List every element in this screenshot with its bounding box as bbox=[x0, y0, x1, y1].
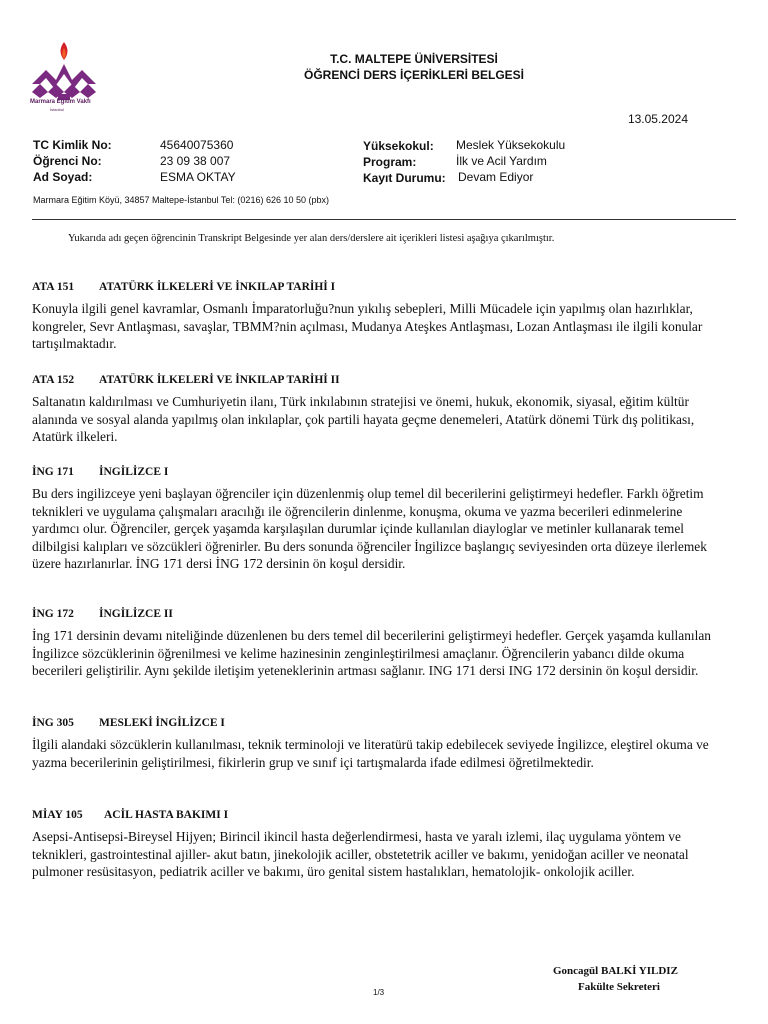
course-heading bbox=[32, 808, 732, 822]
course-heading bbox=[32, 280, 732, 294]
logo-subtitle: İstanbul bbox=[50, 107, 65, 112]
student-values bbox=[160, 137, 340, 185]
signatory-role: Fakülte Sekreteri bbox=[578, 981, 660, 993]
signatory-first-name: Goncagül bbox=[553, 965, 599, 977]
course-block bbox=[32, 808, 732, 881]
course-code: İNG 171 bbox=[32, 466, 74, 478]
course-title: İNGİLİZCE II bbox=[99, 608, 173, 620]
course-block bbox=[32, 280, 732, 353]
tc-value: 45640075360 bbox=[160, 138, 234, 152]
school-value: Meslek Yüksekokulu bbox=[456, 138, 566, 152]
course-content: Saltanatın kaldırılması ve Cumhuriyetin ilanı, Türk inkılabının stratejisi ve önemi, hukuk, ekonomik, siyasal, eğitim kültür alanında ve sosyal alanda yapılmış olan inkılaplar, çok partili hayata geçme denemeleri, Atatürk dönemi Türk dış politikası, Atatürk ilkeleri. bbox=[32, 394, 695, 444]
school-label: Yüksekokul: bbox=[363, 139, 434, 153]
intro-text: Yukarıda adı geçen öğrencinin Transkript Belgesinde yer alan ders/derslere ait içerikleri listesi aşağıya çıkarılmıştır. bbox=[68, 233, 555, 244]
document-date: 13.05.2024 bbox=[627, 112, 688, 126]
course-title: ACİL HASTA BAKIMI I bbox=[104, 809, 229, 821]
course-block bbox=[32, 465, 732, 573]
page-number: 1/3 bbox=[373, 988, 385, 997]
course-code: MİAY 105 bbox=[32, 809, 83, 821]
course-content: İlgili alandaki sözcüklerin kullanılması, teknik terminoloji ve literatürü takip edebilecek seviyede İngilizce, eleştirel okuma ve yazma becerilerinin geliştirilmesi, fikirlerin grup ve sınıf içi tartışmalarda ifade edilmesi öğretilmektedir. bbox=[32, 737, 709, 770]
course-content: İng 171 dersinin devamı niteliğinde düzenlenen bu ders temel dil becerilerini geliştirmeyi hedefler. Gerçek yaşamda kullanılan İngilizce sözcüklerinin öğrenilmesi ve kelime hazinesinin zenginleştirilmesi amaçlanır. Öğrencilerin yabancı dilde okuma becerileri geliştirilir. Aynı şekilde iletişim yeteneklerinin artması sağlanır. ING 171 dersi ING 172 dersinin ön koşul dersidir. bbox=[32, 628, 711, 678]
program-labels bbox=[363, 138, 463, 186]
student-labels bbox=[33, 137, 163, 185]
course-heading bbox=[32, 607, 732, 621]
course-heading bbox=[32, 716, 732, 730]
student-no-value: 23 09 38 007 bbox=[160, 154, 231, 168]
course-heading bbox=[32, 465, 732, 479]
university-title: T.C. MALTEPE ÜNİVERSİTESİ bbox=[330, 52, 498, 66]
logo-name: Marmara Eğitim Vakfı bbox=[30, 99, 91, 105]
name-label: Ad Soyad: bbox=[33, 170, 93, 184]
header-divider bbox=[32, 219, 736, 220]
course-block bbox=[32, 607, 732, 680]
program-label: Program: bbox=[363, 155, 417, 169]
course-code: İNG 172 bbox=[32, 608, 74, 620]
university-address: Marmara Eğitim Köyü, 34857 Maltepe-İstanbul Tel: (0216) 626 10 50 (pbx) bbox=[33, 195, 329, 205]
program-value: İlk ve Acil Yardım bbox=[456, 154, 547, 168]
status-label: Kayıt Durumu: bbox=[363, 171, 446, 185]
course-heading bbox=[32, 373, 732, 387]
course-block bbox=[32, 373, 732, 446]
course-code: İNG 305 bbox=[32, 717, 74, 729]
course-block bbox=[32, 716, 732, 771]
name-value: ESMA OKTAY bbox=[160, 170, 236, 184]
course-title: İNGİLİZCE I bbox=[99, 466, 169, 478]
course-code: ATA 152 bbox=[32, 374, 75, 386]
program-values bbox=[456, 137, 656, 185]
student-no-label: Öğrenci No: bbox=[33, 154, 102, 168]
tc-label: TC Kimlik No: bbox=[33, 138, 112, 152]
course-title: ATATÜRK İLKELERİ VE İNKILAP TARİHİ II bbox=[99, 374, 340, 386]
document-title: ÖĞRENCİ DERS İÇERİKLERİ BELGESİ bbox=[303, 68, 525, 82]
course-content: Asepsi-Antisepsi-Bireysel Hijyen; Birincil ikincil hasta değerlendirmesi, hasta ve yaralı izlemi, ilaç uygulama yöntem ve teknikleri, gastrointestinal ajiller- akut batın, jinekolojik aciller, obstetetrik aciller ve bakımı, yenidoğan aciller ve neonatal pulmoner resüsitasyon, pediatrik aciller ve bakımı, üro genital sistem hastalıkları, hematolojik- onkolojik aciller. bbox=[32, 829, 689, 879]
course-title: MESLEKİ İNGİLİZCE I bbox=[99, 717, 225, 729]
signatory-name bbox=[553, 965, 678, 977]
course-title: ATATÜRK İLKELERİ VE İNKILAP TARİHİ I bbox=[99, 281, 336, 293]
signatory-last-name: BALKİ YILDIZ bbox=[600, 965, 678, 977]
course-content: Bu ders ingilizceye yeni başlayan öğrenciler için düzenlenmiş olup temel dil becerilerini geliştirmeyi hedefler. Farklı öğretim teknikleri ve uygulama çalışmaları aracılığı ile öğrencilerin dinlenme, konuşma, okuma ve yazma becerileri edinmelerine yardımcı olur. Öğrenciler, gerçek yaşamda karşılaşılan durumlar içinde kullanılan diayloglar ve metinler kullanarak temel dilbilgisi kalıpları ve sözcükleri öğrenirler. Bu ders sonunda öğrenciler İngilizce başlangıç seviyesinden orta düzeye ilerlemek üzere hazırlanırlar. İNG 171 dersi İNG 172 dersinin ön koşul dersidir. bbox=[32, 486, 707, 571]
status-value: Devam Ediyor bbox=[458, 170, 534, 184]
course-content: Konuyla ilgili genel kavramlar, Osmanlı İmparatorluğu?nun yıkılış sebepleri, Milli Mücadele için yapılmış olan hazırlıklar, kongreler, Sevr Antlaşması, savaşlar, TBMM?nin açılması, Mudanya Ateşkes Antlaşması, Lozan Antlaşması ile ilgili konular tartışılmaktadır. bbox=[32, 301, 703, 351]
course-code: ATA 151 bbox=[32, 281, 75, 293]
